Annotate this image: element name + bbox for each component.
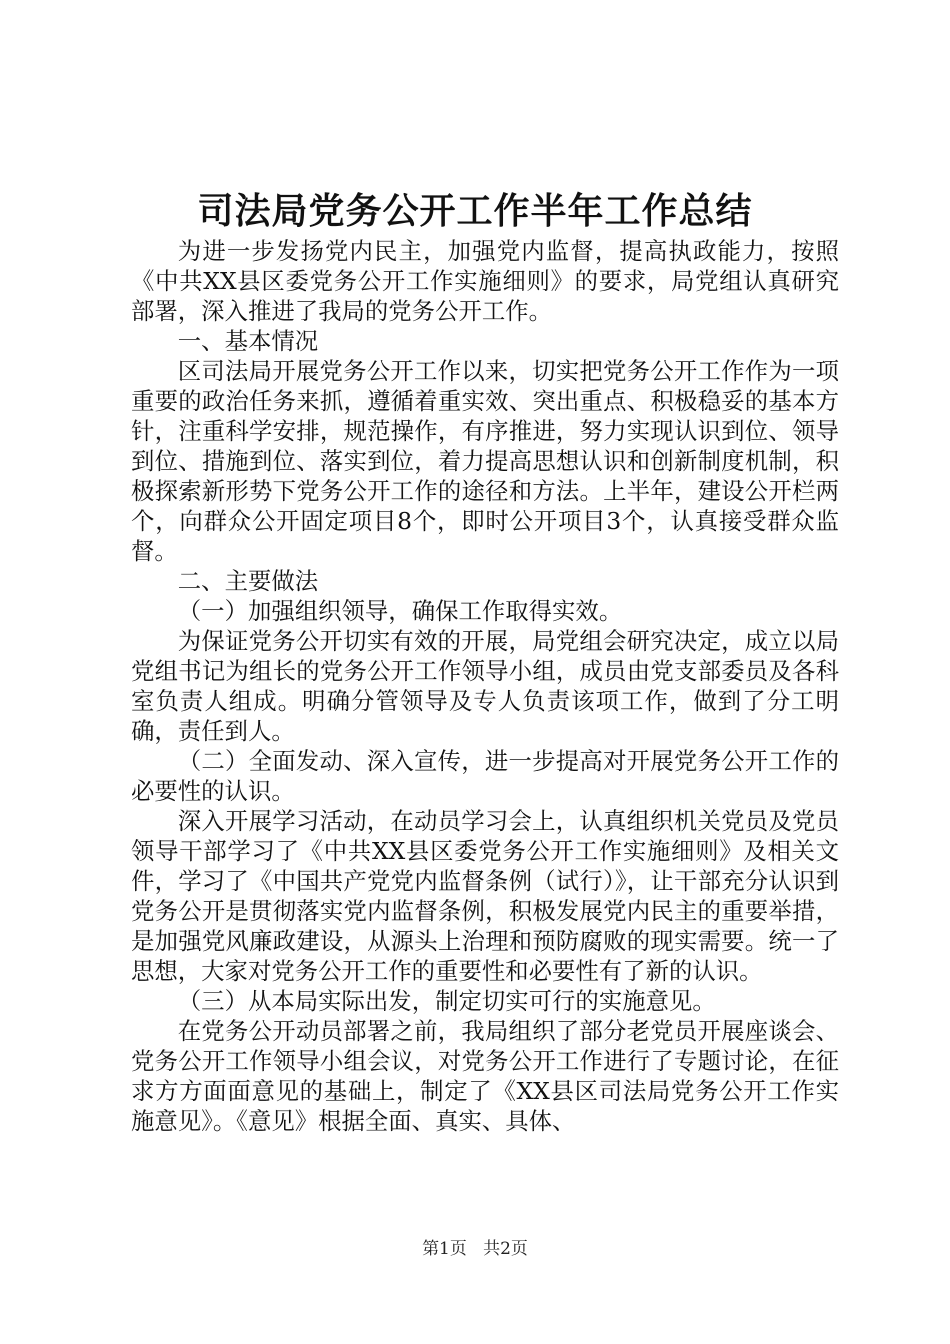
subheading-publicity: （二）全面发动、深入宣传，进一步提高对开展党务公开工作的必要性的认识。	[131, 747, 839, 805]
paragraph-intro: 为进一步发扬党内民主，加强党内监督，提高执政能力，按照《中共XX县区委党务公开工作实施细则》的要求，局党组认真研究部署，深入推进了我局的党务公开工作。	[131, 237, 839, 325]
page-footer	[0, 1238, 950, 1260]
page-separator	[472, 1239, 477, 1259]
subheading-organization-leadership: （一）加强组织领导，确保工作取得实效。	[177, 597, 623, 625]
page-total: 共2页	[483, 1239, 528, 1259]
section-heading-basic-situation: 一、基本情况	[177, 327, 319, 355]
paragraph-basic-situation: 区司法局开展党务公开工作以来，切实把党务公开工作作为一项重要的政治任务来抓，遵循着重实效、突出重点、积极稳妥的基本方针，注重科学安排，规范操作，有序推进，努力实现认识到位、领导到位、措施到位、落实到位，着力提高思想认识和创新制度机制，积极探索新形势下党务公开工作的途径和方法。上半年，建设公开栏两个，向群众公开固定项目8个，即时公开项目3个，认真接受群众监督。	[131, 357, 839, 565]
paragraph-publicity: 深入开展学习活动，在动员学习会上，认真组织机关党员及党员领导干部学习了《中共XX县区委党务公开工作实施细则》及相关文件，学习了《中国共产党党内监督条例（试行）》，让干部充分认识到党务公开是贯彻落实党内监督条例，积极发展党内民主的重要举措，是加强党风廉政建设，从源头上治理和预防腐败的现实需要。统一了思想，大家对党务公开工作的重要性和必要性有了新的认识。	[131, 807, 839, 985]
document-body	[131, 236, 839, 1136]
paragraph-organization-leadership: 为保证党务公开切实有效的开展，局党组会研究决定，成立以局党组书记为组长的党务公开工作领导小组，成员由党支部委员及各科室负责人组成。明确分管领导及专人负责该项工作，做到了分工明确，责任到人。	[131, 627, 839, 745]
section-heading-main-practices: 二、主要做法	[177, 567, 319, 595]
document-title: 司法局党务公开工作半年工作总结	[197, 190, 753, 232]
page-number: 第1页	[422, 1239, 467, 1259]
paragraph-implementation-opinions: 在党务公开动员部署之前，我局组织了部分老党员开展座谈会、党务公开工作领导小组会议，对党务公开工作进行了专题讨论，在征求方方面面意见的基础上，制定了《XX县区司法局党务公开工作实施意见》。《意见》根据全面、真实、具体、	[131, 1017, 839, 1135]
subheading-implementation-opinions: （三）从本局实际出发，制定切实可行的实施意见。	[177, 987, 716, 1015]
